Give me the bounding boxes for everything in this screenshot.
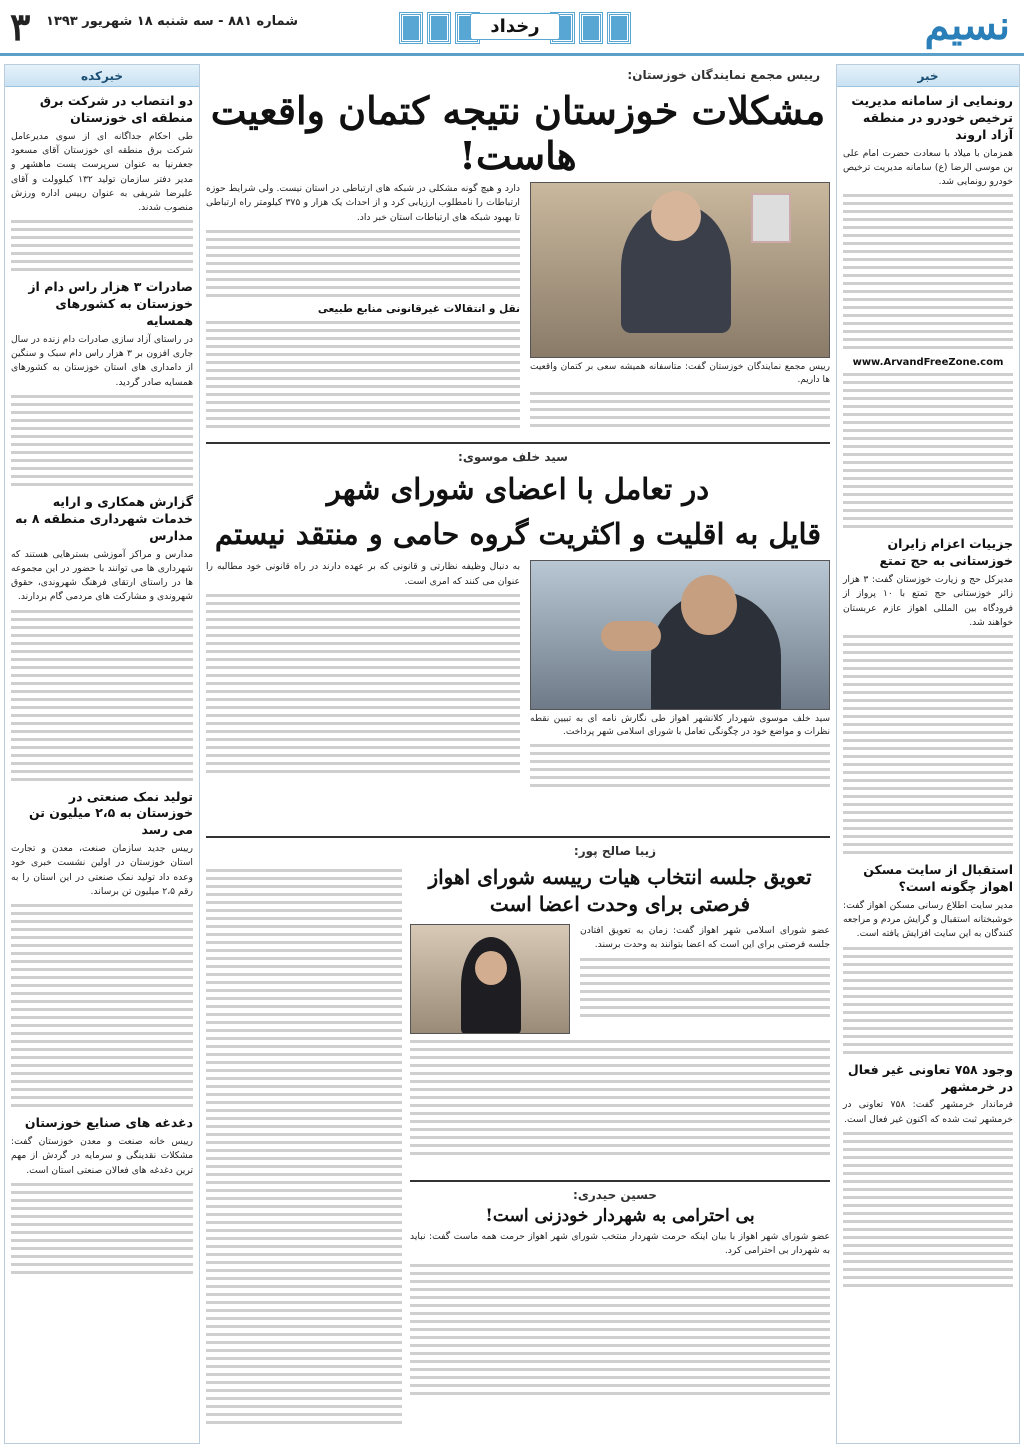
left-news-column — [4, 64, 200, 1444]
news-body: مدارس و مراکز آموزشی بسترهایی هستند که شهرداری ها می توانند با حضور در این مجموعه ها در راستای ارتقای فرهنگ شهروندی، حقوق شهروندی و مشارکت های مردمی گام بردارند. — [11, 548, 193, 603]
story-body: عضو شورای اسلامی شهر اهواز گفت: زمان به تعویق افتادن جلسه فرصتی برای این است که اعضا بتوانند به وحدت برسند. — [580, 925, 830, 951]
story-photo — [530, 182, 830, 358]
story-kicker: زیبا صالح پور: — [573, 844, 657, 858]
news-title: دو انتصاب در شرکت برق منطقه ای خوزستان — [39, 93, 193, 125]
news-body: مدیر سایت اطلاع رسانی مسکن اهواز گفت: خوشبختانه استقبال و گرایش مردم و مراجعه کنندگان به این سایت افزایش یافته است. — [843, 899, 1013, 940]
right-news-column — [836, 64, 1020, 1444]
news-body: مدیرکل حج و زیارت خوزستان گفت: ۳ هزار زائر خوزستانی حج تمتع با ۱۰ پرواز از فرودگاه بین المللی اهواز عازم عربستان خواهند شد. — [843, 574, 1013, 628]
news-body: همزمان با میلاد با سعادت حضرت امام علی بن موسی الرضا (ع) سامانه مدیریت ترخیص خودرو رونمایی شد. — [843, 147, 1013, 188]
story-body: عضو شورای شهر اهواز با بیان اینکه حرمت شهردار منتخب شورای شهر اهواز حرمت همه ماست گفت: نباید به شهردار بی احترامی کرد. — [410, 1231, 830, 1257]
story-3 — [410, 844, 830, 1174]
story-photo — [410, 924, 570, 1034]
story-headline-line2: قایل به اقلیت و اکثریت گروه حامی و منتقد نیستم — [214, 517, 822, 552]
news-title: دغدغه های صنایع خوزستان — [24, 1115, 193, 1131]
news-body: فرماندار خرمشهر گفت: ۷۵۸ تعاونی در خرمشهر ثبت شده که اکنون غیر فعال است. — [843, 1099, 1013, 1125]
story-kicker: رییس مجمع نمایندگان خوزستان: — [627, 68, 820, 82]
story-body: به دنبال وظیفه نظارتی و قانونی که بر عهده دارند در راه قانونی خود مطالبه را عنوان می کنند که امری است. — [206, 561, 520, 587]
news-title: جزییات اعزام زایران خوزستانی به حج تمتع — [879, 536, 1013, 569]
story-headline: مشکلات خوزستان نتیجه کتمان واقعیت هاست! — [210, 88, 826, 178]
news-title: وجود ۷۵۸ تعاونی غیر فعال در خرمشهر — [847, 1061, 1013, 1094]
news-item — [837, 862, 1019, 1054]
news-item — [5, 1115, 199, 1274]
news-body: رییس جدید سازمان صنعت، معدن و تجارت استان خوزستان در اولین نشست خبری خود وعده داد تولید نمک صنعتی در این استان را به رقم ۲،۵ میلیون تن برساند. — [11, 843, 193, 897]
section-title: رخداد — [470, 13, 560, 40]
story-headline-line1: در تعامل با اعضای شورای شهر — [326, 472, 710, 506]
page-header — [0, 0, 1024, 56]
photo-caption: سید خلف موسوی شهردار کلانشهر اهواز طی نگارش نامه ای به تبیین نقطه نظرات و مواضع خود در چگونگی تعامل با شورای اسلامی شهر پرداخت. — [530, 714, 830, 738]
news-title: تولید نمک صنعتی در خوزستان به ۲،۵ میلیون تن می رسد — [29, 788, 193, 838]
news-title: استقبال از سایت مسکن اهواز چگونه است؟ — [863, 862, 1013, 894]
story-photo — [530, 560, 830, 710]
story-kicker: حسین حیدری: — [573, 1188, 657, 1202]
story-kicker: سید خلف موسوی: — [458, 450, 568, 464]
right-column-header: خبر — [837, 65, 1019, 87]
story-4 — [410, 1188, 830, 1395]
story-subhead: نقل و انتقالات غیرقانونی منابع طبیعی — [317, 302, 520, 315]
news-item — [5, 494, 199, 781]
website-link[interactable]: www.ArvandFreeZone.com — [852, 357, 1004, 369]
story-2-continuation — [206, 864, 402, 1429]
news-item — [837, 536, 1019, 854]
news-title: گزارش همکاری و ارایه خدمات شهرداری منطقه ۸ به مدارس — [15, 493, 193, 543]
news-title: صادرات ۳ هزار راس دام از خوزستان به کشورهای همسایه — [28, 279, 193, 328]
story-1 — [206, 68, 830, 436]
story-headline: تعویق جلسه انتخاب هیات رییسه شورای اهواز فرصتی برای وحدت اعضا است — [428, 865, 812, 916]
news-item — [837, 1062, 1019, 1287]
issue-line: شماره ۸۸۱ - سه شنبه ۱۸ شهریور ۱۳۹۳ — [46, 14, 298, 29]
page-number: ۳ — [10, 4, 31, 49]
story-body: دارد و هیچ گونه مشکلی در شبکه های ارتباطی در استان نیست. ولی شرایط حوزه ارتباطات را نامطلوب ارزیابی کرد و از احداث یک هزار و ۳۷۵ کیلومتر راه ارتباطی تا بهبود شبکه های ارتباطات استان خبر داد. — [206, 183, 520, 223]
photo-caption: رییس مجمع نمایندگان خوزستان گفت: متاسفانه همیشه سعی بر کتمان واقعیت ها داریم. — [530, 362, 830, 386]
left-column-header: خبرکده — [5, 65, 199, 87]
news-item — [5, 279, 199, 486]
news-item — [837, 93, 1019, 528]
news-item — [5, 789, 199, 1108]
news-body: رییس خانه صنعت و معدن خوزستان گفت: مشکلات نقدینگی و سرمایه در گردش از مهم ترین دغدغه های فعالان صنعتی استان است. — [11, 1136, 193, 1176]
story-headline: بی احترامی به شهردار خودزنی است! — [485, 1206, 755, 1226]
news-title: رونمایی از سامانه مدیریت ترخیص خودرو در منطقه آزاد اروند — [851, 93, 1013, 142]
news-body: در راستای آزاد سازی صادرات دام زنده در سال جاری افزون بر ۳ هزار راس دام سبک و سنگین از دامداری های استان خوزستان به کشورهای همسایه صادر گردید. — [11, 333, 193, 388]
news-body: طی احکام جداگانه ای از سوی مدیرعامل شرکت برق منطقه ای خوزستان آقای مسعود جعفرنیا به عنوان سرپرست پست ماهشهر و مدیر دفتر سازمان تولید ۱۳۲ کیلوولت و آقای علیرضا شریفی به عنوان رییس اداره ورزش منصوب شدند. — [11, 130, 193, 213]
main-content — [206, 64, 830, 1444]
news-item — [5, 93, 199, 271]
newspaper-logo: نسیم — [924, 2, 1010, 49]
story-2 — [206, 450, 830, 830]
